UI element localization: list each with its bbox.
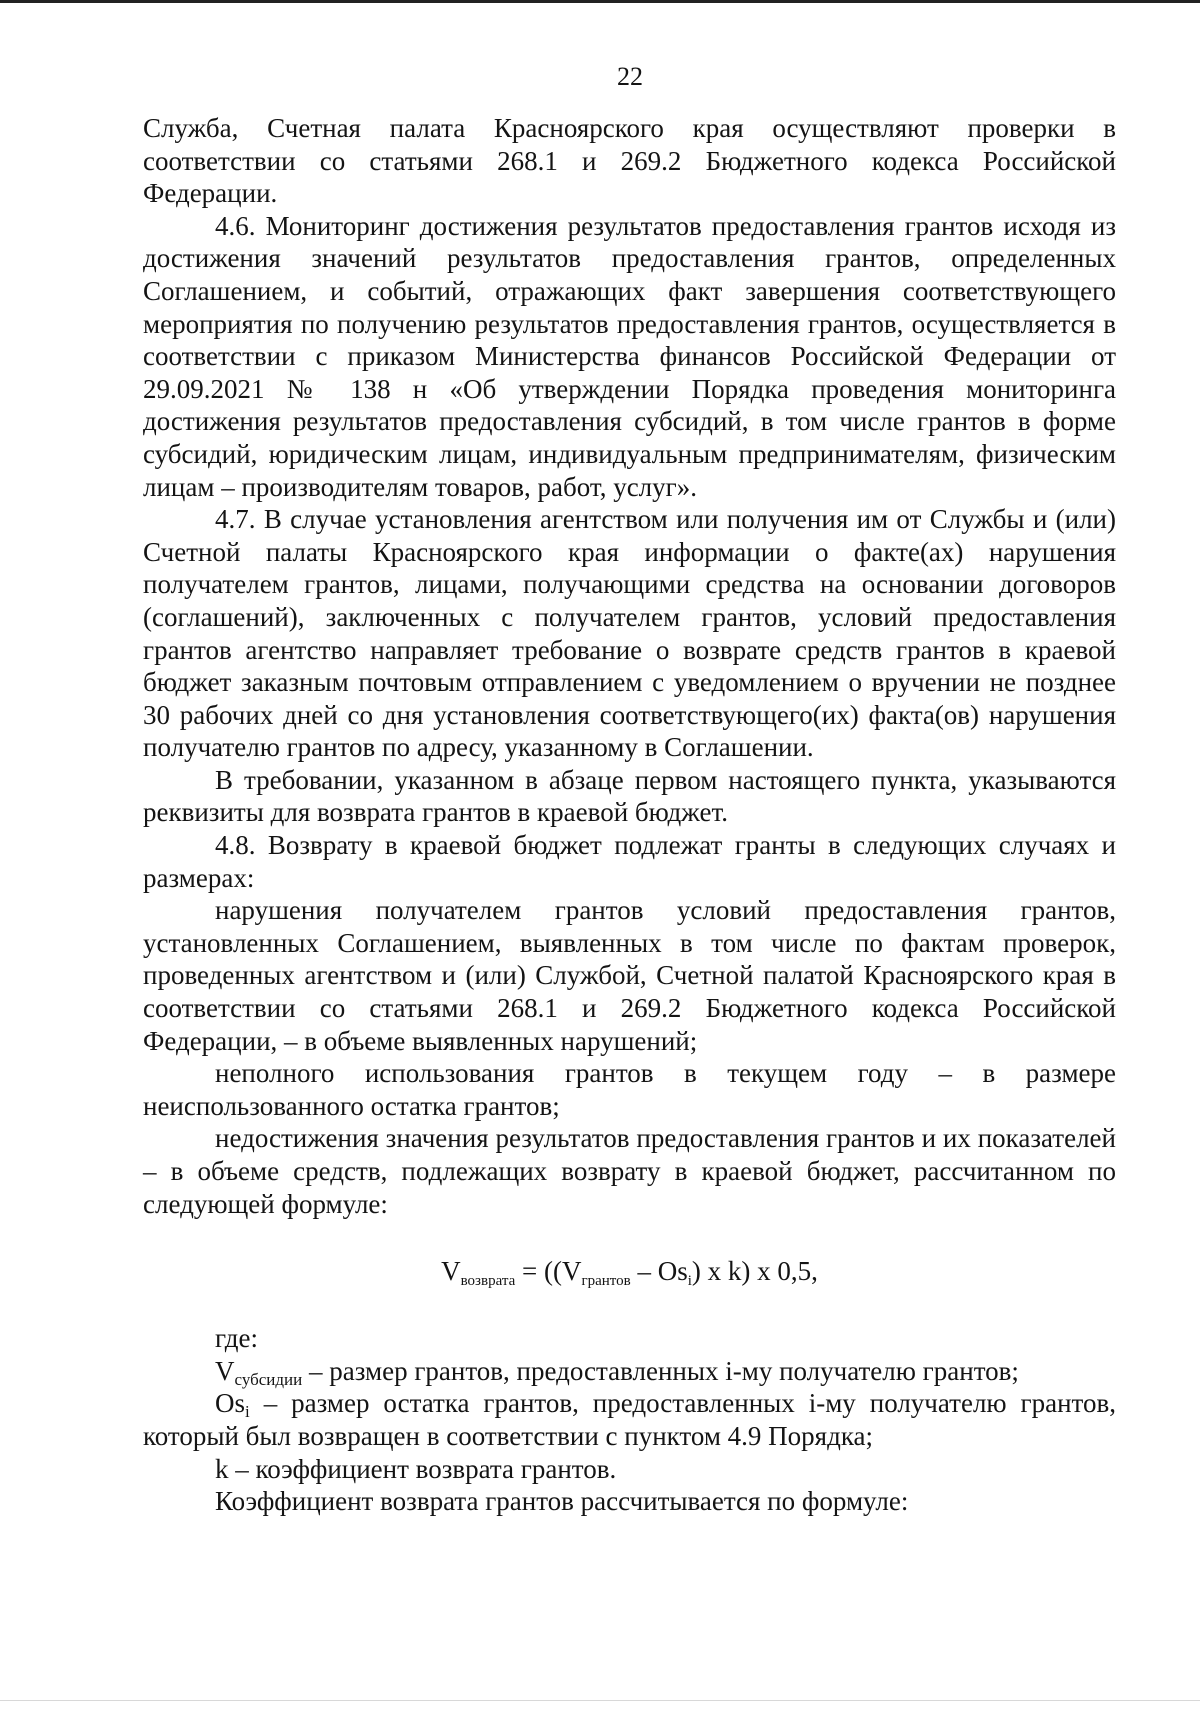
page-bottom-edge (0, 1700, 1200, 1701)
return-formula (143, 1254, 1116, 1288)
paragraph-requirement-details: В требовании, указанном в абзаце первом настоящего пункта, указываются реквизиты для возврата грантов в краевой бюджет. (143, 764, 1116, 828)
page-number: 22 (617, 62, 643, 91)
formula-part-1: = ((V (515, 1256, 582, 1287)
formula-v: V (441, 1256, 461, 1287)
page-top-border (0, 0, 1200, 3)
definition-os-text: – размер остатка грантов, предоставленных i-му получателю грантов, который был возвращен в соответствии с пунктом 4.9 Порядка; (143, 1388, 1116, 1451)
formula-grant-subscript: грантов (581, 1273, 631, 1290)
definition-os (143, 1387, 1116, 1452)
paragraph-4-6: 4.6. Мониторинг достижения результатов предоставления грантов исходя из достижения значений результатов предоставления грантов, определенных Соглашением, и событий, отражающих факт завершения соответствующего мероприятия по получению результатов предоставления грантов, осуществляется в соответствии с приказом Министерства финансов Российской Федерации от 29.09.2021 № 138 н «Об утверждении Порядка проведения мониторинга достижения результатов предоставления субсидий, в том числе грантов в форме субсидий, юридическим лицам, индивидуальным предпринимателям, физическим лицам – производителям товаров, работ, услуг». (143, 210, 1116, 502)
paragraph-incomplete-use-case: неполного использования грантов в текущем году – в размере неиспользованного остатка грантов; (143, 1058, 1116, 1121)
paragraph-non-achievement-case: недостижения значения результатов предоставления грантов и их показателей – в объеме средств, подлежащих возврату в краевой бюджет, рассчитанном по следующей формуле: (143, 1123, 1116, 1219)
definition-v-subscript: субсидии (234, 1369, 303, 1389)
definition-v-subsidy (143, 1355, 1116, 1388)
paragraph-violation-case: нарушения получателем грантов условий предоставления грантов, установленных Соглашением, выявленных в том числе по фактам проверок, проведенных агентством и (или) Службой, Счетной палатой Красноярского края в соответствии со статьями 268.1 и 269.2 Бюджетного кодекса Российской Федерации, – в объеме выявленных нарушений; (143, 895, 1116, 1056)
paragraph-coefficient-formula-intro: Коэффициент возврата грантов рассчитывается по формуле: (215, 1486, 909, 1517)
formula-v-subscript: возврата (460, 1273, 516, 1290)
paragraph-4-7: 4.7. В случае установления агентством или получения им от Службы и (или) Счетной палаты Красноярского края информации о факте(ах) нарушения получателем грантов, лицами, получающими средства на основании договоров (соглашений), заключенных с получателем грантов, условий предоставления грантов агентство направляет требование о возврате средств грантов в краевой бюджет заказным почтовым отправлением с уведомлением о вручении не позднее 30 рабочих дней со дня установления соответствующего(их) факта(ов) нарушения получателю грантов по адресу, указанному в Соглашении. (143, 504, 1116, 763)
formula-i-subscript: i (687, 1273, 692, 1290)
formula-definitions (143, 1322, 1116, 1518)
definition-os-symbol: Os (215, 1388, 246, 1419)
definition-v-text: – размер грантов, предоставленных i-му получателю грантов; (302, 1355, 1019, 1386)
document-body (143, 112, 1116, 1518)
definition-v-symbol: V (215, 1355, 235, 1386)
formula-tail: ) x k) x 0,5, (691, 1256, 818, 1287)
definition-k: k – коэффициент возврата грантов. (215, 1453, 617, 1484)
paragraph-4-8: 4.8. Возврату в краевой бюджет подлежат гранты в следующих случаях и размерах: (143, 830, 1116, 893)
definition-os-subscript: i (245, 1402, 250, 1422)
paragraph-continuation: Служба, Счетная палата Красноярского края осуществляют проверки в соответствии со статьями 268.1 и 269.2 Бюджетного кодекса Российской Федерации. (143, 113, 1116, 209)
where-label: где: (215, 1323, 258, 1354)
formula-part-2: – Os (630, 1256, 688, 1287)
